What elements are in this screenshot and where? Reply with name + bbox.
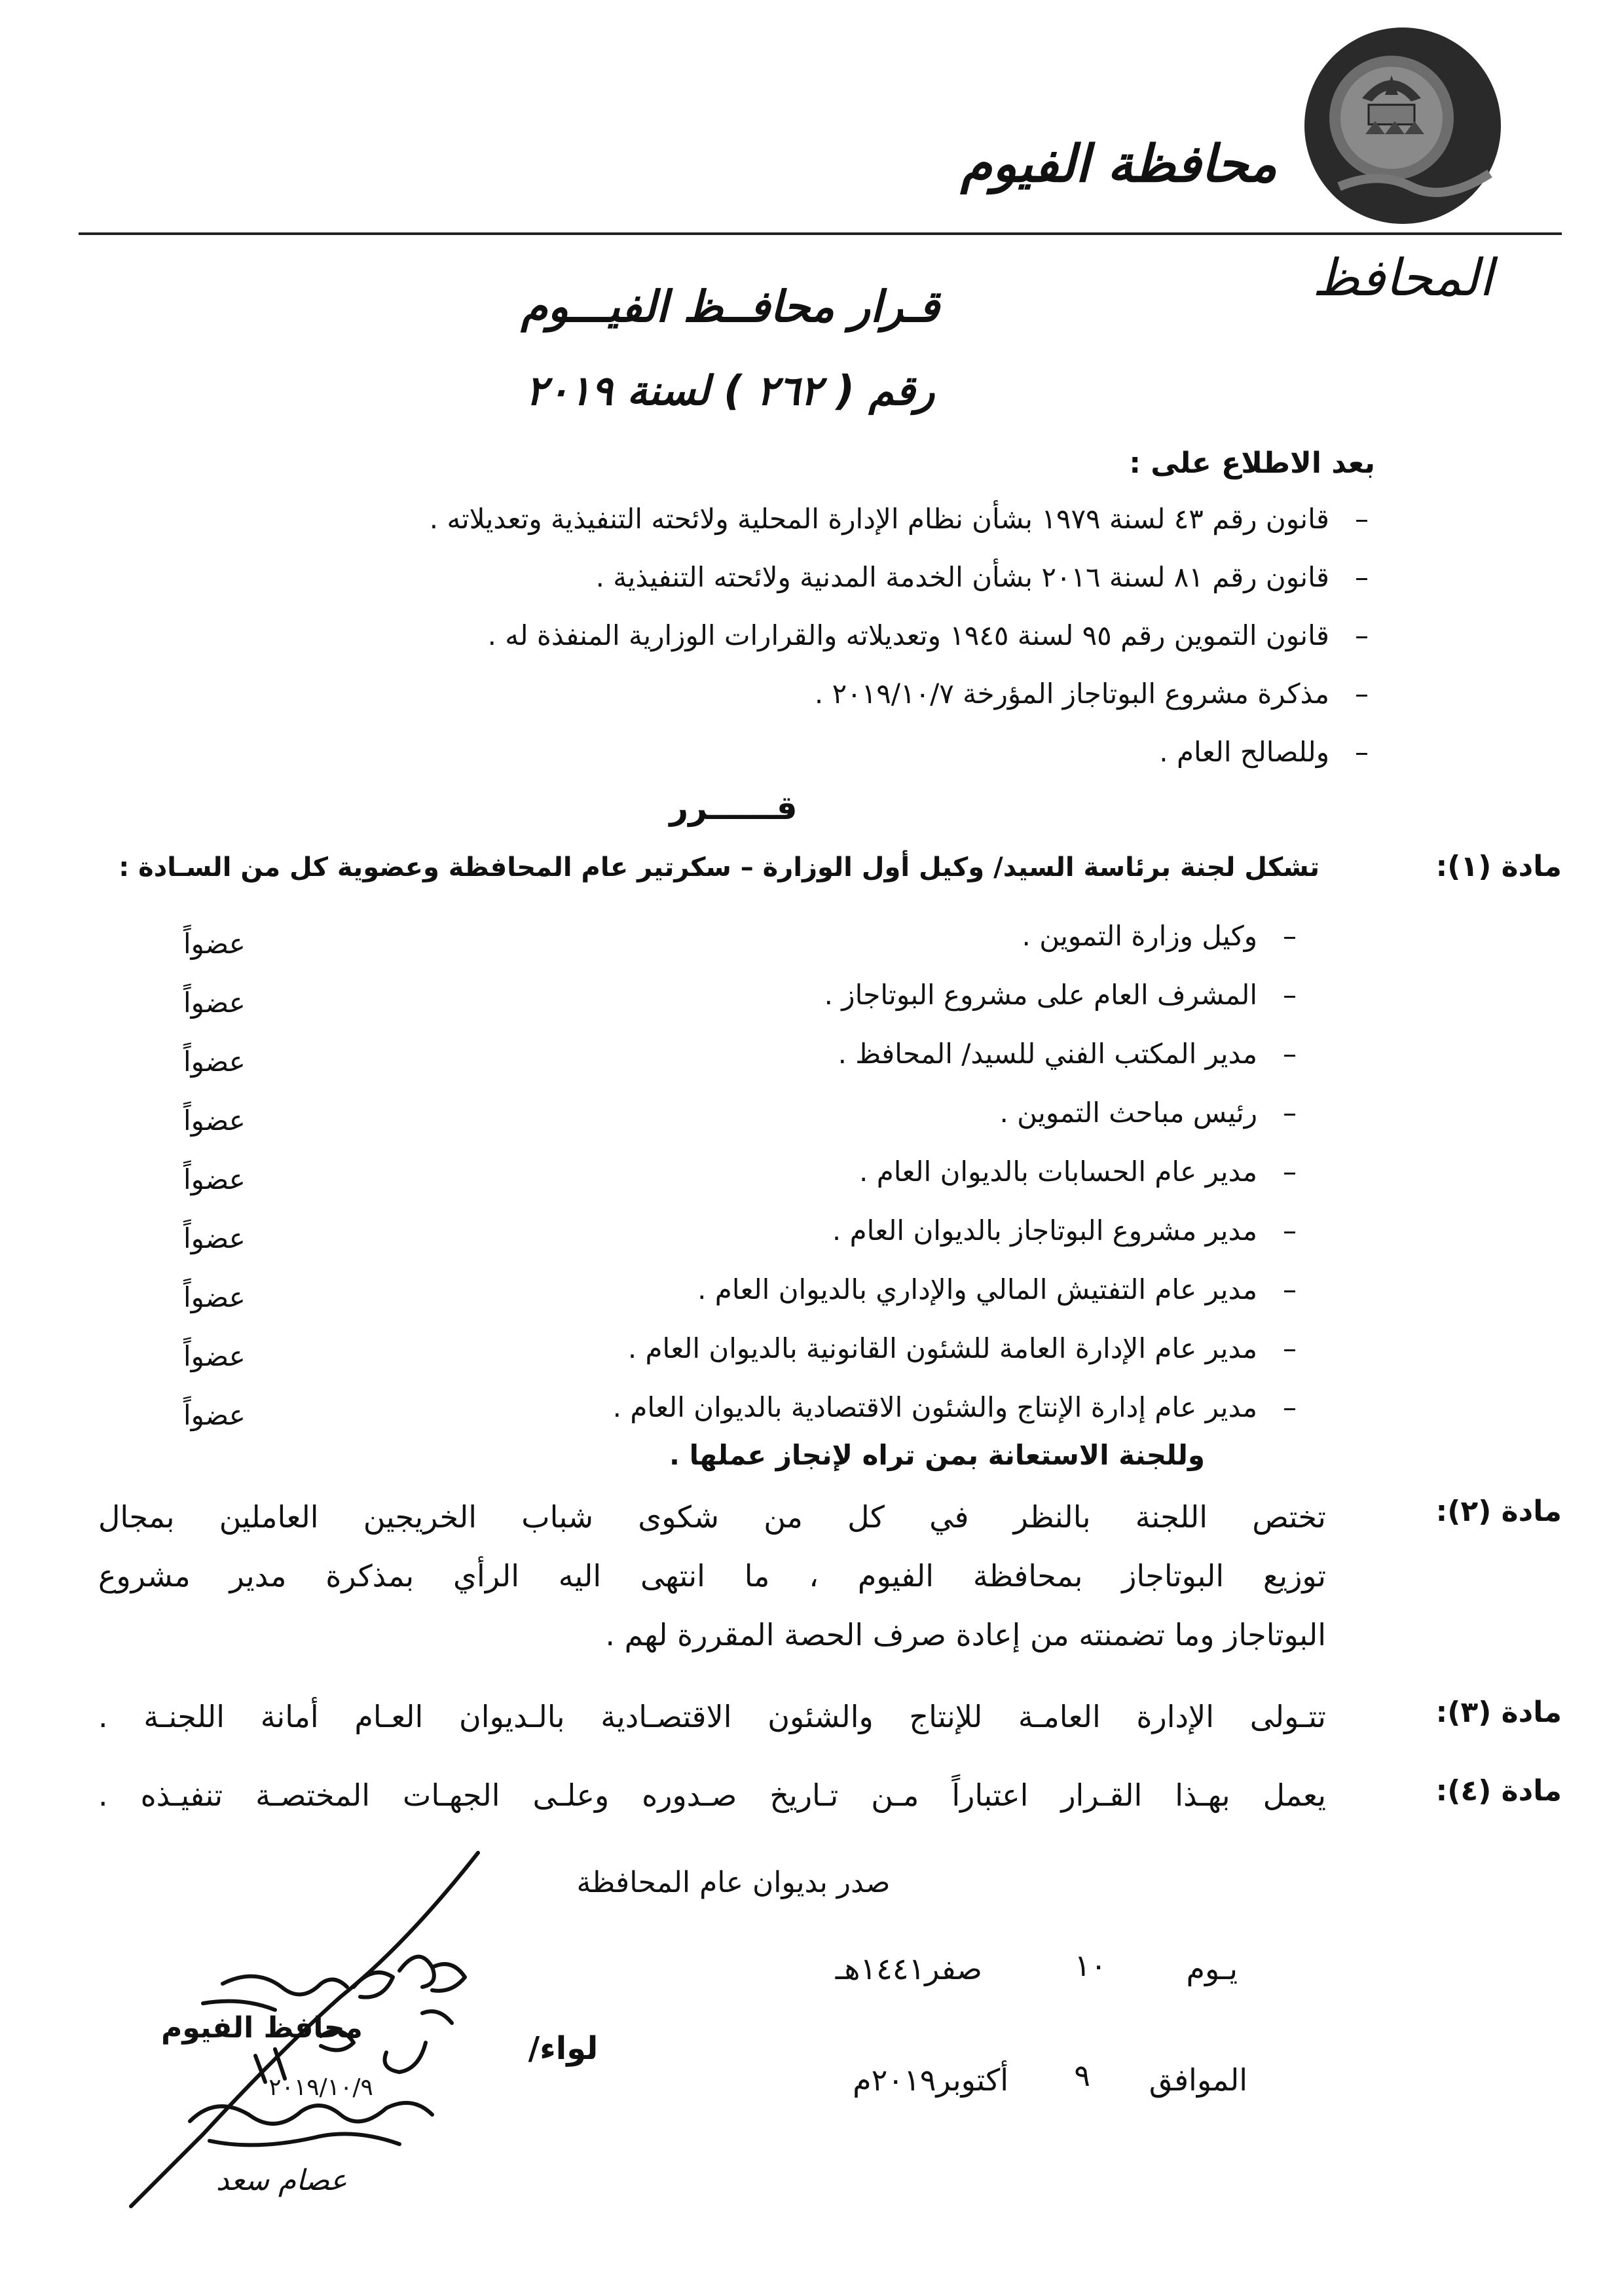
member-role: عضواً (183, 1340, 246, 1372)
issuer-role: المحافظ (1312, 249, 1493, 308)
header-divider (79, 232, 1562, 235)
article-1-note: وللجنة الاستعانة بمن تراه لإنجاز عملها . (669, 1439, 1205, 1471)
article-2-line: تختص اللجنة بالنظر في كل من شكوى شباب الخريجين العاملين بمجال (98, 1499, 1326, 1535)
member-role: عضواً (183, 928, 246, 960)
member-role: عضواً (183, 1222, 246, 1254)
committee-member: – مدير عام الإدارة العامة للشئون القانونية بالديوان العام . (627, 1332, 1297, 1364)
hijri-month-year: صفر١٤٤١هـ (835, 1951, 982, 1986)
committee-member: – مدير عام الحسابات بالديوان العام . (859, 1156, 1297, 1188)
preamble-item: – قانون التموين رقم ٩٥ لسنة ١٩٤٥ وتعديلاته والقرارات الوزارية المنفذة له . (487, 619, 1369, 651)
article-2-line: البوتاجاز وما تضمنته من إعادة صرف الحصة المقررة لهم . (605, 1617, 1326, 1652)
article-2-line: توزيع البوتاجاز بمحافظة الفيوم ، ما انتهى اليه الرأي بمذكرة مدير مشروع (98, 1558, 1326, 1594)
gregorian-month-year: أكتوبر٢٠١٩م (853, 2062, 1008, 2098)
committee-member: – مدير المكتب الفني للسيد/ المحافظ . (838, 1038, 1297, 1070)
governor-signature (124, 1846, 668, 2213)
member-role: عضواً (183, 1399, 246, 1431)
gregorian-date-label: الموافق (1149, 2062, 1247, 2098)
article-4-text: يعمل بهـذا القـرار اعتباراً مـن تـاريخ صـدوره وعلـى الجهـات المختصـة تنفيـذه . (98, 1777, 1326, 1813)
governorate-emblem (1300, 23, 1506, 229)
preamble-intro: بعد الاطلاع على : (1129, 446, 1375, 480)
preamble-item: – وللصالح العام . (1159, 736, 1369, 768)
member-role: عضواً (183, 1163, 246, 1195)
governorate-name: محافظة الفيوم (960, 134, 1277, 194)
committee-member: – مدير مشروع البوتاجاز بالديوان العام . (832, 1214, 1297, 1247)
committee-member: – مدير عام إدارة الإنتاج والشئون الاقتصادية بالديوان العام . (612, 1391, 1297, 1423)
committee-member: – مدير عام التفتيش المالي والإداري بالديوان العام . (697, 1273, 1297, 1305)
article-4-label: مادة (٤): (1435, 1774, 1562, 1808)
article-3-label: مادة (٣): (1435, 1696, 1562, 1729)
hijri-date-label: يـوم (1186, 1951, 1238, 1986)
member-role: عضواً (183, 1104, 246, 1137)
hijri-day: ١٠ (1074, 1948, 1107, 1983)
preamble-item: – مذكرة مشروع البوتاجاز المؤرخة ٢٠١٩/١٠/٧ . (814, 678, 1369, 710)
member-role: عضواً (183, 1281, 246, 1313)
issued-at: صدر بديوان عام المحافظة (576, 1866, 891, 1899)
decided-heading: قــــــرر (669, 789, 798, 827)
gregorian-day: ٩ (1074, 2058, 1090, 2093)
article-1-text: تشكل لجنة برئاسة السيد/ وكيل أول الوزارة – سكرتير عام المحافظة وعضوية كل من السـادة : (119, 852, 1320, 883)
signature-name: عصام سعد (215, 2164, 348, 2197)
member-role: عضواً (183, 1046, 246, 1078)
preamble-item: – قانون رقم ٤٣ لسنة ١٩٧٩ بشأن نظام الإدارة المحلية ولائحته التنفيذية وتعديلاته . (429, 503, 1369, 535)
signature-date: ٢٠١٩/١٠/٩ (268, 2074, 373, 2101)
signature-rank: لواء/ (528, 2030, 599, 2067)
article-2-label: مادة (٢): (1435, 1495, 1562, 1528)
signature-title: محافظ الفيوم (161, 2011, 363, 2045)
committee-member: – وكيل وزارة التموين . (1022, 920, 1297, 952)
article-1-label: مادة (١): (1435, 850, 1562, 883)
committee-member: – المشرف العام على مشروع البوتاجاز . (824, 979, 1297, 1011)
decree-title: قـرار محافــظ الفيـــوم (521, 282, 940, 332)
committee-member: – رئيس مباحث التموين . (999, 1097, 1297, 1129)
article-3-text: تتـولى الإدارة العامـة للإنتاج والشئون الاقتصـادية بالـديوان العـام أمانة اللجنـة . (98, 1699, 1326, 1734)
member-role: عضواً (183, 987, 246, 1019)
preamble-item: – قانون رقم ٨١ لسنة ٢٠١٦ بشأن الخدمة المدنية ولائحته التنفيذية . (595, 561, 1369, 593)
decree-number: رقم ( ٢٦٢ ) لسنة ٢٠١٩ (525, 367, 935, 414)
